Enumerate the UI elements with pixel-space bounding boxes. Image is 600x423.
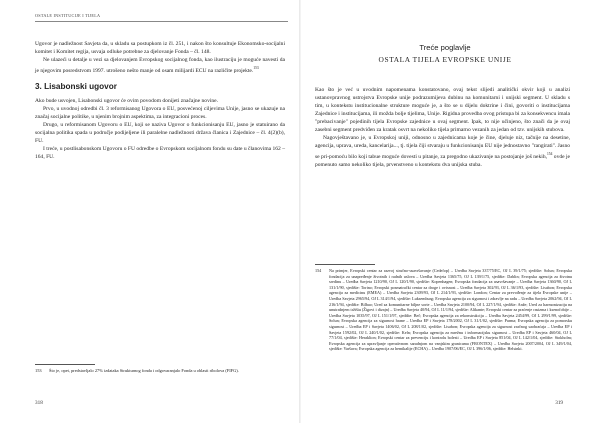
left-body-text bbox=[35, 40, 285, 161]
paragraph bbox=[315, 134, 570, 169]
chapter-heading bbox=[315, 43, 575, 65]
footnote-rule bbox=[35, 364, 95, 365]
paragraph: I treće, u postlisabonskom Ugovoru o FU odredbe o Evropskom socijalnom fondu su date u članovima 162 – 164, FU. bbox=[35, 146, 285, 161]
chapter-label: Treće poglavlje bbox=[419, 43, 471, 52]
paragraph: Drugo, u reformisanom Ugovoru o EU, koji se naziva Ugovor o funkcionisanju EU, jasno je statuirano da socijalna politika spada u područje podijeljene ili paralelne nadležnosti država članica i Zajednice – čl. 4(2)(b), FU. bbox=[35, 122, 285, 145]
paragraph: Prvo, u uvodnoj odredbi čl. 3 reformisanog Ugovora o EU, posvećenoj ciljevima Unije, jasno se ukazuje na značaj socijalne politike, u njenim brojnim aspektima, za integracioni proces. bbox=[35, 106, 285, 121]
footnote bbox=[315, 268, 572, 352]
running-head: OSTALE INSTITUCIJE I TIJELA bbox=[35, 13, 101, 18]
right-body-text bbox=[315, 86, 570, 169]
paragraph bbox=[35, 56, 285, 75]
paragraph-text: ovde je pomenuto samo nekoliko tijela, prvenstveno u kontekstu dva unijska stuba. bbox=[315, 154, 570, 169]
section-heading: 3. Lisabonski ugovor bbox=[35, 82, 117, 92]
paragraph: Ugovor je nadležnost Savjeta da, u skladu sa postupkom iz čl. 251, i nakon što konsultuje Ekonomsko-socijalni komitet i Komitet regija, usvaja odluke potrebne za djelovanje Fonda – čl. 148. bbox=[35, 41, 285, 56]
page-number: 319 bbox=[555, 400, 563, 406]
chapter-title: OSTALA TIJELA EVROPSKE UNIJE bbox=[378, 55, 512, 64]
paragraph: Ako bude usvojen, Lisabonski ugovor će ovim povodom donijeti značajne novine. bbox=[35, 98, 219, 105]
footnote-ref: 153 bbox=[253, 66, 259, 71]
paragraph-text: Nagovještavano je, u Evropskoj uniji, odnosno u zajednicama koje je čine, djeluje niz, tačnije na desetine, agencija, uprava, ureda, kancelarija..., tj. tijela čiji stvaraju u funkcionisanju EU nije jednostavno "rangirati". Jasno se pri-pomoću bilo koji tabue moguće dovesti u pitanje, za pregodno ukazivanje na postojanje još nekih, bbox=[315, 135, 570, 161]
footnote-text: Na primjer, Evropski centar za razvoj stručno-usavršavanje (Cedefop) – Uredba Savjeta 337/75/EC, OJ L 39/1/75; sjedište: Solun; Evropska fondacija za unapređenje životnih i radnih uslova – Uredba Savjeta 1365/75, OJ L 139/1/75, sjedište: Dablin; Evropska agencija za životnu sredinu – Uredba Savjeta 1210/90, OJ L 120/1/90, sjedište: Kopenhagen; Evropska fondacija za usavršavanje – Uredba Savjeta 1360/90, OJ L 131/1/90, sjedište: Torino; Evropski posmatrački centar za droge i ovisnost – Uredba Savjeta 302/93, OJ L 36/1/93, sjedište: Lisabon; Evropska agencija za medicinu (EMEA) – Uredba Savjeta 2309/93, OJ L 214/1/93, sjedište: London; Centar za prevođenje za tijela Evropske unije – Uredba Savjeta 2965/94, OJ L 314/1/94, sjedište: Luksemburg; Evropska agencija za sigurnost i zdravlje na radu – Uredba Savjeta 2062/94, OJ L 216/1/94, sjedište: Bilbao; Ured za komunitarne biljne sorte – Uredba Savjeta 2100/94, OJ L 227/1/94, sjedište: Anže; Ured za harmonizaciju na unutrašnjem tržištu (Žigovi i dizajn) – Uredba Savjeta 40/94, OJ L 11/1/94, sjedište: Alikante; Evropski centar za praćenje rasizma i ksenofobije – Uredba Savjeta 1035/97, OJ L 151/1/97, sjedište: Beč; Evropska agencija za rekonstrukciju – Uredba Savjeta 2454/99, OJ L 299/1/99, sjedište: Solun; Evropska agencija za sigurnost hrane – Uredba EP i Savjeta 178/2002, OJ L 31/1/02, sjedište: Parma; Evropska agencija za pomorsku sigurnost – Uredba EP i Savjeta 1406/02, OJ L 208/1/02, sjedište: Lisabon; Evropska agencija za sigurnost zračnog saobraćaja – Uredba EP i Savjeta 1592/02, OJ L 240/1/02, sjedište: Keln; Evropska agencija za mrežnu i informacijsku sigurnost – Uredba EP i Savjeta 460/04, OJ L 77/1/04, sjedište: Heraklion; Evropski centar za prevenciju i kontrolu bolesti – Uredba EP i Savjeta 851/04, OJ L 142/1/04, sjedište: Stokholm; Evropska agencija za upravljanje operativnom saradnjom na vanjskim granicama (FRONTEX) – Uredba Savjeta 2007/2004, OJ L 349/1/04, sjedište: Varšava; Evropska agencija za hemikalije (ECHA) – Uredba 1907/06/EC, OJ L 396/1/06, sjedište: Helsinki. bbox=[329, 268, 572, 352]
paragraph: Kao što je već u uvodnim napomenama konstatovano, ovaj tekst slijedi analitički okvir koji u analizi ustanovpravnog ustrojstva Evropske unije podrazumijeva dubinu na komunitarni i unijski segment. U skladu s tim, u kontekstu institucionalne strukture moguće je, a što se u dijelu doktrine i čini, govoriti o institucijama Zajednice i institucijama, ili možda bolje tijelima, Unije. Rigidna provedba ovog pristupa bi za konsekvencu imala "prebacivanje" pojedinih tijela Evropske zajednice u ovaj segment. Ipak, to nije učinjeno, što znači da je ovaj zasebni segment predviđen za kratak osvrt na nekoliko tijela primarno vezanih za jedan od tzv. unijskih stubova. bbox=[315, 87, 570, 134]
header-rule bbox=[35, 21, 288, 22]
footnote-ref: 154 bbox=[546, 152, 553, 157]
footnote-text: Što je, opet, predstavljalo 27% izdataka Strukturnog fonda i odgovaranjalo Fonda u oblasti ribolova (FIFG). bbox=[49, 368, 239, 373]
footnote-number: 153 bbox=[35, 368, 42, 373]
page-number: 318 bbox=[35, 400, 43, 406]
footnote-rule bbox=[315, 264, 375, 265]
footnote-number: 154 bbox=[315, 268, 322, 273]
footnote bbox=[35, 368, 285, 374]
paragraph-text: Ne ulazeći u detalje u vezi sa djelovanjem Evropskog socijalnog fonda, kao ilustraciju je moguće navesti da je njegovim posredstvom 1997. utrošeno nešto manje od osam milijardi ECU na različite projekte. bbox=[35, 57, 285, 74]
